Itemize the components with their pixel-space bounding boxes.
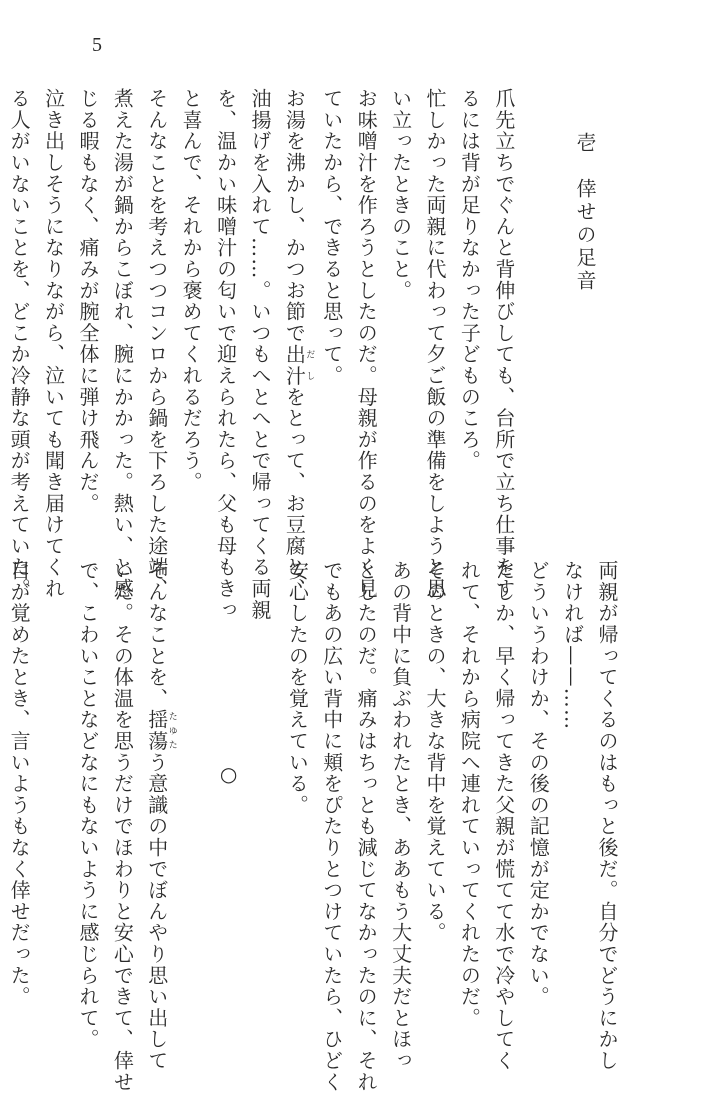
page-number: 5 [92,34,102,56]
bottom-line: としたのだ。痛みはちっとも減じてなかったのに、それ [354,560,379,1093]
top-line: 爪先立ちでぐんと背伸びしても、台所で立ち仕事をす [491,88,516,600]
blank-line [177,560,211,570]
bottom-line: そのときの、大きな背中を覚えている。 [422,560,447,944]
top-text-block [0,88,624,621]
top-line: る人がいないことを、どこか冷静な頭が考えていた。 [7,88,32,600]
bottom-line: 安心したのを覚えている。 [285,560,310,816]
bottom-line: で、こわいことなどなにもないように感じられて。 [75,560,100,1050]
bottom-line: なければ——…… [560,560,585,731]
bottom-text-block [0,560,624,1093]
top-line: と喜んで、それから褒めてくれるだろう。 [179,88,204,493]
bottom-line [0,560,2,990]
top-line: お湯を沸かし、かつお節で出汁だしをとって、お豆腐と、 [282,88,315,600]
top-line: るには背が足りなかった子どものころ。 [457,88,482,472]
bottom-line: そんなことを、揺蕩たゆたう意識の中でぼんやり思い出して [144,560,177,1072]
blank-line [555,88,589,98]
top-line: お味噌汁を作ろうとしたのだ。母親が作るのをよく見 [354,88,379,600]
top-line: を、温かい味噌汁の匂いで迎えられたら、父も母もきっ [213,88,238,621]
bottom-line: どういうわけか、その後の記憶が定かでない。 [526,560,551,1008]
top-line: ていたから、できると思って。 [319,88,344,387]
bottom-line: あの背中に負ぶわれたとき、ああもう大丈夫だとほっ [388,560,413,1072]
ruby-annotation: 出汁だし [282,343,315,387]
bottom-line: でもあの広い背中に頬をぴたりとつけていたら、ひどく [319,560,344,1093]
section-break-mark: ○ [216,762,241,788]
bottom-line: いた。その体温を思うだけでほわりと安心できて、倖せ [110,560,135,1093]
top-line: 泣き出しそうになりながら、泣いても聞き届けてくれ [41,88,66,600]
bottom-line: 両親が帰ってくるのはもっと後だ。自分でどうにかし [595,560,619,1072]
top-line [0,88,2,518]
top-line: 忙しかった両親に代わって夕ご飯の準備をしようと思 [423,88,448,600]
top-line: い立ったときのこと。 [388,88,413,301]
blank-line [36,560,70,570]
bottom-line: たしか、早く帰ってきた父親が慌てて水で冷やしてく [491,560,516,1072]
top-line: じる暇もなく、痛みが腕全体に弾け飛んだ。 [75,88,100,514]
top-line: 煮えた湯が鍋からこぼれ、腕にかかった。熱い、と感 [110,88,135,600]
ruby-annotation: 揺蕩たゆた [144,709,177,752]
top-line: そんなことを考えつつコンロから鍋を下ろした途端、 [144,88,169,600]
bottom-line: れて、それから病院へ連れていってくれたのだ。 [457,560,482,1029]
chapter-title: 壱 倖せの足音 [573,132,597,293]
bottom-line: 目が覚めたとき、言いようもなく倖せだった。 [7,560,32,1008]
blank-line [590,88,624,98]
blank-line [521,88,555,98]
blank-line [246,560,280,570]
top-line: 油揚げを入れて……。いつもへとへとで帰ってくる両親 [247,88,272,621]
